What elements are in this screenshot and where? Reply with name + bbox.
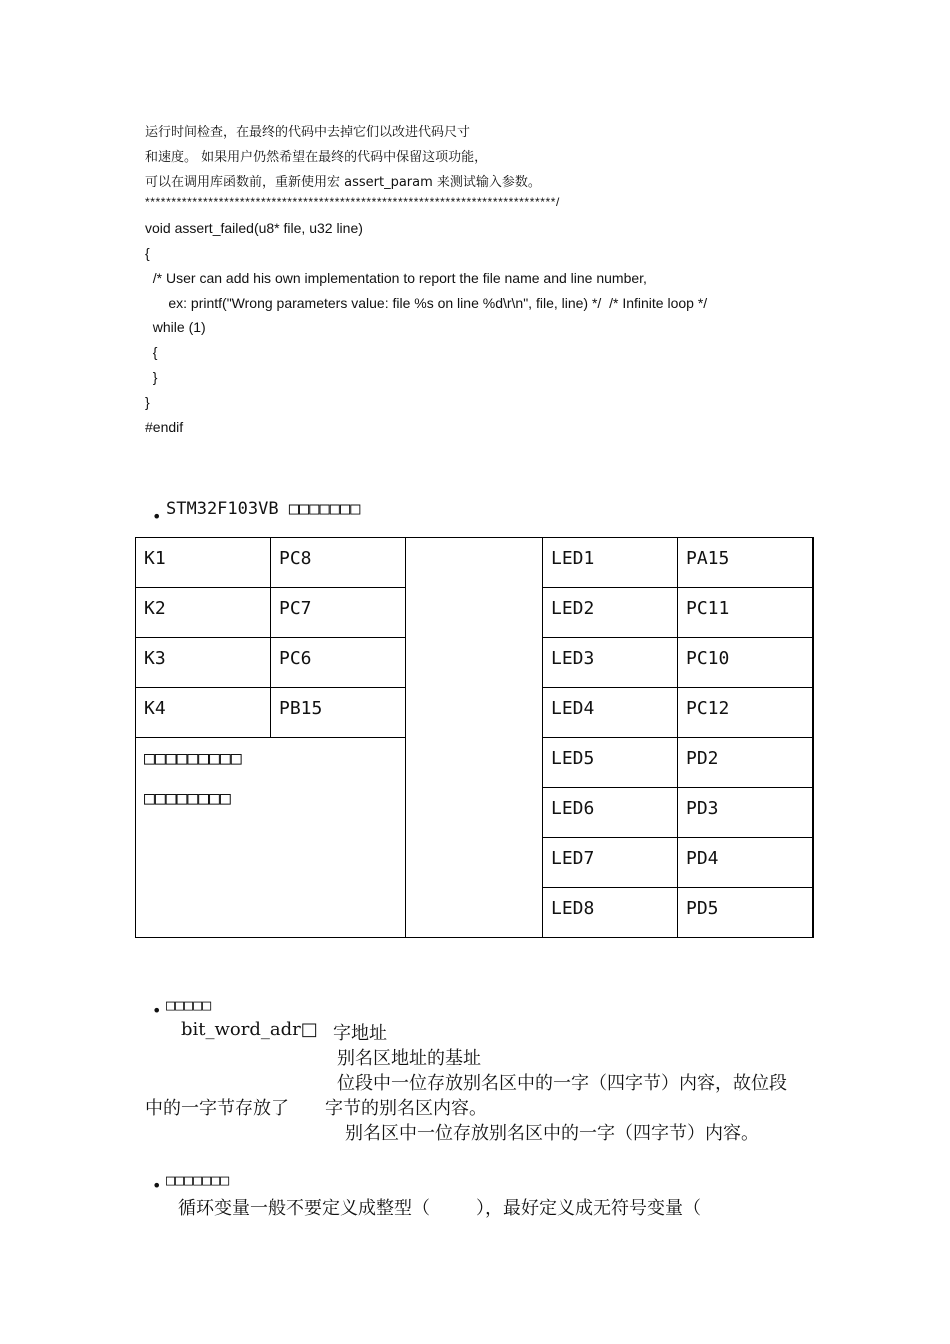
led-name: LED5 [543,738,678,788]
led-name: LED7 [543,838,678,888]
key-name: K2 [136,588,271,638]
pin-table [135,537,814,938]
led-pin: PD5 [678,888,813,938]
section2-line4-a: 中的一字节存放了 [145,1098,289,1119]
led-name: LED4 [543,688,678,738]
led-pin: PD3 [678,788,813,838]
code-line-2: void assert_failed(u8* file, u32 line) [145,220,363,236]
section2-line4-b: 字节的别名区内容。 [325,1098,487,1119]
key-pin: PB15 [271,688,406,738]
comment-line-2: 和速度。 如果用户仍然希望在最终的代码中保留这项功能， [145,150,488,165]
led-name: LED1 [543,538,678,588]
led-pin: PD4 [678,838,813,888]
section1-title: STM32F103VB □□□□□□□ [166,499,361,519]
section2-bullet: • [152,1001,162,1020]
led-name: LED2 [543,588,678,638]
led-pin: PA15 [678,538,813,588]
comment-line-3: 可以在调用库函数前，重新使用宏 assert_param 来测试输入参数。 [145,175,541,190]
code-line-5: ex: printf("Wrong parameters value: file %s on line %d\r\n", file, line) */ /* Infinite loop */ [145,295,708,311]
table-gap [406,538,543,938]
code-line-8: } [145,369,158,385]
code-line-6: while (1) [145,319,206,335]
key-pin: PC8 [271,538,406,588]
section2-line1-b: 字地址 [333,1023,387,1044]
section2-title: □□□□□ [166,996,212,1014]
code-line-4: /* User can add his own implementation to report the file name and line number, [145,270,647,286]
section1-bullet: • [152,507,162,526]
code-line-9: } [145,394,150,410]
key-name: K3 [136,638,271,688]
table-note [136,738,406,938]
key-pin: PC6 [271,638,406,688]
key-name: K1 [136,538,271,588]
code-line-1: ******************************************************************************/ [145,195,560,209]
led-pin: PC12 [678,688,813,738]
section2-line1-a: bit_word_adr□ [181,1019,318,1040]
note-line-2: □□□□□□□□ [144,788,231,809]
section2-line3: 位段中一位存放别名区中的一字（四字节）内容，故位段 [337,1073,787,1094]
section3-line1-a: 循环变量一般不要定义成整型（ [178,1198,430,1219]
led-name: LED3 [543,638,678,688]
key-pin: PC7 [271,588,406,638]
led-pin: PD2 [678,738,813,788]
code-line-3: { [145,245,150,261]
key-name: K4 [136,688,271,738]
code-line-7: { [145,344,158,360]
section3-line1-b: ），最好定义成无符号变量（ [476,1198,701,1219]
led-pin: PC11 [678,588,813,638]
section3-title: □□□□□□□ [166,1171,230,1189]
table-row [136,538,813,588]
led-name: LED8 [543,888,678,938]
section2-line2: 别名区地址的基址 [337,1048,481,1069]
section2-line5: 别名区中一位存放别名区中的一字（四字节）内容。 [345,1123,759,1144]
led-pin: PC10 [678,638,813,688]
section3-bullet: • [152,1176,162,1195]
code-line-10: #endif [145,419,184,435]
note-line-1: □□□□□□□□□ [144,748,242,769]
comment-line-1: 运行时间检查，在最终的代码中去掉它们以改进代码尺寸 [145,125,471,140]
led-name: LED6 [543,788,678,838]
